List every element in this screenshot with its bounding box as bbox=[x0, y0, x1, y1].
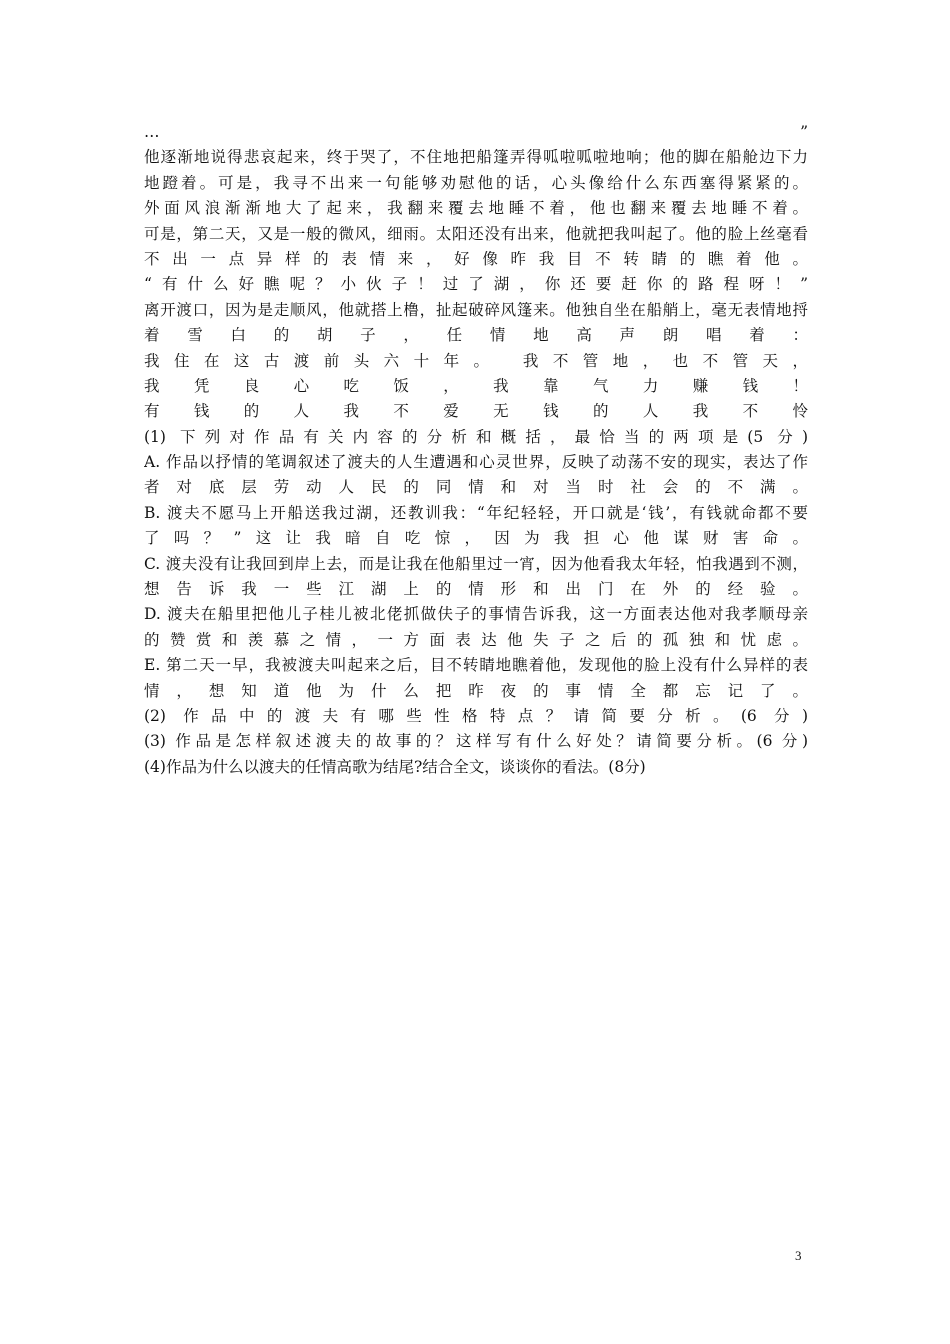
question-1: (1) 下列对作品有关内容的分析和概括，最恰当的两项是(5 分) bbox=[144, 427, 808, 446]
text-line-ellipsis-quote: … ” bbox=[144, 123, 808, 141]
text-line: 他逐渐地说得悲哀起来，终于哭了，不住地把船篷弄得呱啦呱啦地响；他的脚在船舱边下力 bbox=[144, 148, 808, 167]
document-body bbox=[144, 120, 808, 780]
song-line: 我凭良心吃饭，我靠气力赚钱！ bbox=[144, 376, 808, 395]
question-3: (3) 作品是怎样叙述渡夫的故事的？这样写有什么好处？请简要分析。(6 分) bbox=[144, 732, 808, 751]
option-d: D. 渡夫在船里把他儿子桂儿被北佬抓做伕子的事情告诉我，这一方面表达他对我孝顺母亲 bbox=[144, 605, 808, 624]
option-c-cont: 想告诉我一些江湖上的情形和出门在外的经验。 bbox=[144, 580, 808, 599]
text-line: 外面风浪渐渐地大了起来，我翻来覆去地睡不着，他也翻来覆去地睡不着。 bbox=[144, 199, 808, 218]
option-b: B. 渡夫不愿马上开船送我过湖，还教训我：“年纪轻轻，开口就是‘钱’，有钱就命都不要 bbox=[144, 503, 808, 522]
text-line: 不出一点异样的表情来，好像昨我目不转睛的瞧着他。 bbox=[144, 249, 808, 268]
text-line: “有什么好瞧呢？小伙子！过了湖，你还要赶你的路程呀！” bbox=[144, 275, 808, 294]
song-line: 我住在这古渡前头六十年。 我不管地，也不管天， bbox=[144, 351, 808, 370]
page-number: 3 bbox=[795, 1248, 802, 1263]
option-a: A. 作品以抒情的笔调叙述了渡夫的人生遭遇和心灵世界，反映了动荡不安的现实，表达了作 bbox=[144, 453, 808, 472]
question-4: (4)作品为什么以渡夫的任情高歌为结尾?结合全文，谈谈你的看法。(8分) bbox=[144, 757, 646, 776]
text-line: 离开渡口，因为是走顺风，他就搭上橹，扯起破碎风篷来。他独自坐在船艄上，毫无表情地捋 bbox=[144, 300, 808, 319]
text-line: 可是，第二天，又是一般的微风，细雨。太阳还没有出来，他就把我叫起了。他的脸上丝毫看 bbox=[144, 224, 808, 243]
text-line: 地蹬着。可是，我寻不出来一句能够劝慰他的话，心头像给什么东西塞得紧紧的。 bbox=[144, 173, 808, 192]
question-2: (2) 作品中的渡夫有哪些性格特点？请简要分析。(6 分) bbox=[144, 706, 808, 725]
option-e: E. 第二天一早，我被渡夫叫起来之后，目不转睛地瞧着他，发现他的脸上没有什么异样的表 bbox=[144, 656, 808, 675]
option-d-cont: 的赞赏和羡慕之情，一方面表达他失子之后的孤独和忧虑。 bbox=[144, 630, 808, 649]
song-line: 有钱的人我不爱无钱的人我不怜 bbox=[144, 402, 808, 421]
option-b-cont: 了吗？”这让我暗自吃惊，因为我担心他谋财害命。 bbox=[144, 529, 808, 548]
option-a-cont: 者对底层劳动人民的同情和对当时社会的不满。 bbox=[144, 478, 808, 497]
option-e-cont: 情，想知道他为什么把昨夜的事情全都忘记了。 bbox=[144, 681, 808, 700]
text-line: 着雪白的胡子，任情地高声朗唱着： bbox=[144, 326, 808, 345]
option-c: C. 渡夫没有让我回到岸上去，而是让我在他船里过一宵，因为他看我太年轻，怕我遇到不测， bbox=[144, 554, 808, 573]
